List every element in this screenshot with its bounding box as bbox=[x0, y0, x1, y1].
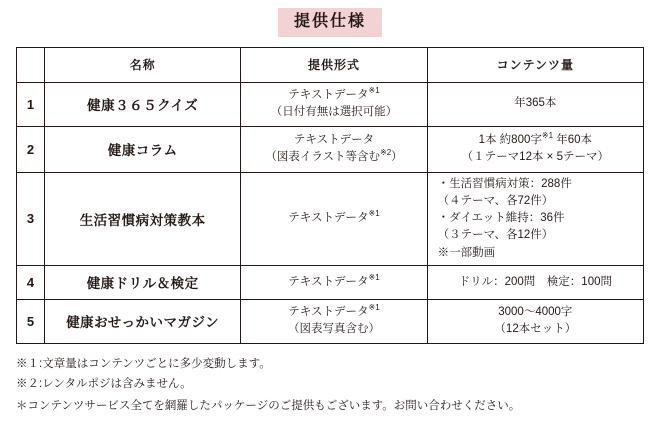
table-row bbox=[17, 126, 644, 172]
amount-line-2: （４テーマ、各72件） bbox=[437, 194, 554, 207]
note-2: ※２:レンタルポジは含みません。 bbox=[16, 377, 192, 390]
column-header-format: 提供形式 bbox=[241, 47, 427, 82]
format-line-2-end: ） bbox=[391, 151, 403, 164]
amount-superscript-1: ※1 bbox=[541, 131, 554, 141]
row-number: 5 bbox=[17, 299, 45, 343]
format-line-1: テキストデータ bbox=[288, 275, 369, 288]
format-superscript-1: ※1 bbox=[368, 272, 380, 282]
amount-line-2: （12本セット） bbox=[494, 323, 577, 336]
amount-line-1: 1本 約800字 bbox=[478, 133, 542, 146]
table-header-row bbox=[17, 47, 644, 82]
table-header bbox=[17, 47, 644, 82]
table-row bbox=[17, 299, 644, 343]
format-line-2: （日付有無は選択可能） bbox=[270, 106, 398, 119]
format-line-2: （図表イラスト等含む bbox=[265, 151, 380, 164]
row-name: 健康３６５クイズ bbox=[45, 82, 241, 126]
table-row bbox=[17, 82, 644, 126]
format-superscript-1: ※1 bbox=[368, 86, 380, 96]
row-amount bbox=[427, 126, 643, 172]
amount-line-5: ※一部動画 bbox=[437, 246, 496, 259]
row-amount bbox=[427, 265, 643, 299]
row-name: 健康コラム bbox=[45, 126, 241, 172]
row-format bbox=[241, 172, 427, 265]
spec-table bbox=[16, 47, 644, 344]
format-superscript-1: ※1 bbox=[368, 209, 380, 219]
notes-section bbox=[16, 354, 644, 416]
row-amount bbox=[427, 299, 643, 343]
column-header-amount: コンテンツ量 bbox=[427, 47, 643, 82]
amount-line-1: ・生活習慣病対策：288件 bbox=[437, 177, 572, 190]
page-title: 提供仕様 bbox=[278, 8, 382, 37]
amount-line-1: 年365本 bbox=[514, 97, 557, 110]
format-line-1: テキストデータ bbox=[288, 212, 369, 225]
amount-line-1: 3000～4000字 bbox=[498, 306, 573, 319]
table-body bbox=[17, 82, 644, 343]
amount-line-1: ドリル：200問 検定：100問 bbox=[458, 275, 612, 288]
format-superscript-1: ※1 bbox=[368, 303, 380, 313]
row-number: 4 bbox=[17, 265, 45, 299]
format-superscript-2: ※2 bbox=[379, 148, 392, 158]
format-line-1: テキストデータ bbox=[288, 88, 369, 101]
row-format bbox=[241, 265, 427, 299]
row-number: 3 bbox=[17, 172, 45, 265]
row-name: 健康ドリル＆検定 bbox=[45, 265, 241, 299]
note-1: ※１:文章量はコンテンツごとに多少変動します。 bbox=[16, 357, 271, 370]
column-header-no bbox=[17, 47, 45, 82]
amount-line-1-end: 年60本 bbox=[553, 133, 593, 146]
footer-note: ＊コンテンツサービス全てを網羅したパッケージのご提供もございます。お問い合わせください。 bbox=[16, 400, 521, 413]
table-row bbox=[17, 265, 644, 299]
row-format bbox=[241, 299, 427, 343]
row-amount bbox=[427, 82, 643, 126]
format-line-1: テキストデータ bbox=[288, 306, 369, 319]
format-line-1: テキストデータ bbox=[293, 133, 375, 146]
table-row bbox=[17, 172, 644, 265]
row-number: 2 bbox=[17, 126, 45, 172]
row-number: 1 bbox=[17, 82, 45, 126]
column-header-name: 名称 bbox=[45, 47, 241, 82]
row-amount bbox=[427, 172, 643, 265]
row-name: 健康おせっかいマガジン bbox=[45, 299, 241, 343]
amount-line-2: （１テーマ12本 × 5テーマ） bbox=[461, 151, 609, 164]
row-format bbox=[241, 82, 427, 126]
row-name: 生活習慣病対策教本 bbox=[45, 172, 241, 265]
amount-line-3: ・ダイエット維持：36件 bbox=[437, 212, 565, 225]
title-container bbox=[0, 0, 660, 37]
amount-line-4: （３テーマ、各12件） bbox=[437, 229, 554, 242]
row-format bbox=[241, 126, 427, 172]
format-line-2: （図表写真含む） bbox=[287, 323, 380, 336]
